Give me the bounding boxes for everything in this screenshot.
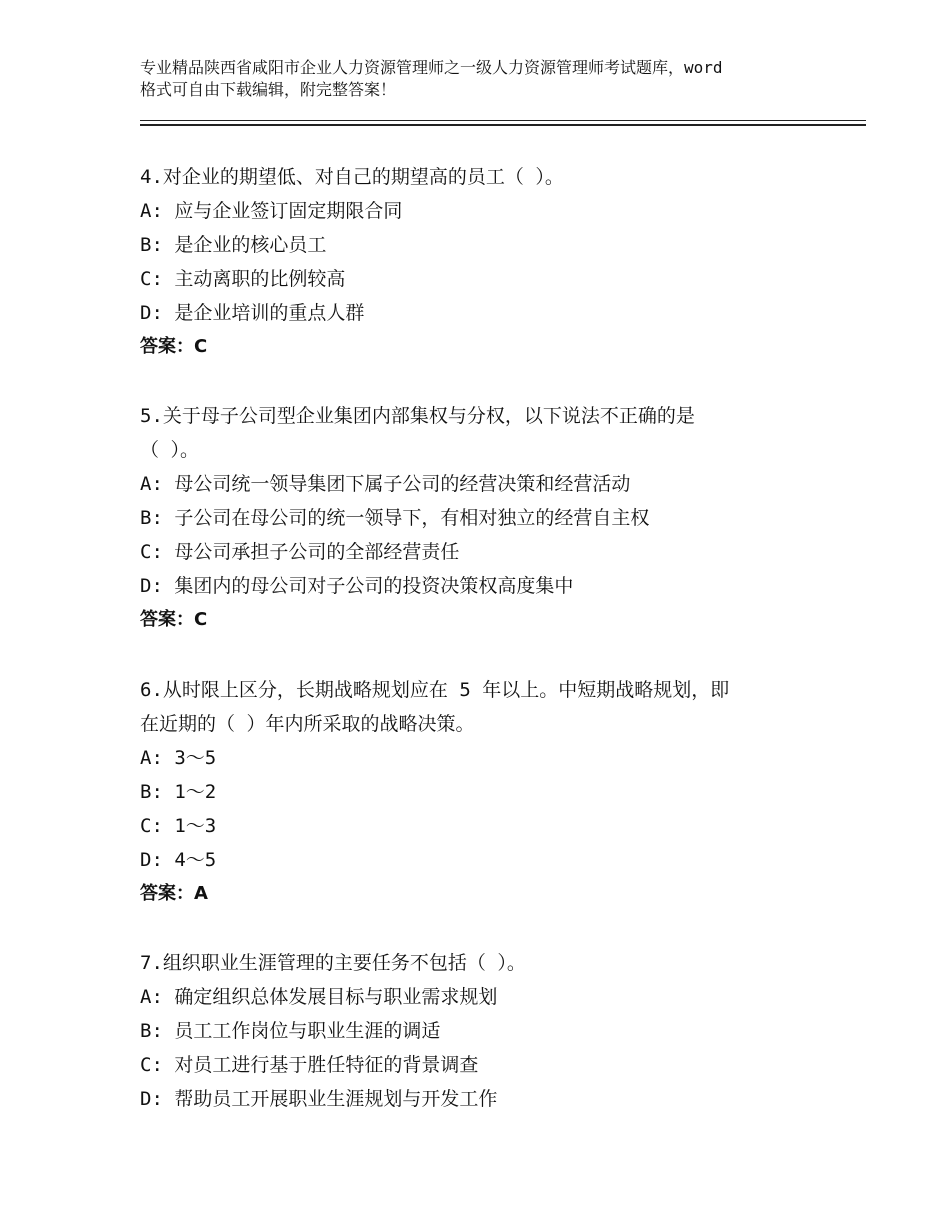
question-stem-line: 5.关于母子公司型企业集团内部集权与分权，以下说法不正确的是 [140,405,695,427]
option-c: C: 对员工进行基于胜任特征的背景调查 [140,1054,479,1076]
question-stem-line: 在近期的（ ）年内所采取的战略决策。 [140,713,475,735]
question-stem-line: （ ）。 [140,439,199,461]
answer-label: 答案：C [140,609,208,630]
question-stem [140,160,820,194]
option-d: D: 集团内的母公司对子公司的投资决策权高度集中 [140,575,574,597]
option-c: C: 主动离职的比例较高 [140,268,346,290]
option-b: B: 是企业的核心员工 [140,234,327,256]
question-7 [140,946,820,1116]
answer-label: 答案：C [140,336,208,357]
option-c: C: 母公司承担子公司的全部经营责任 [140,541,460,563]
option-d: D: 4～5 [140,849,217,871]
answer-label: 答案：A [140,883,208,904]
question-stem-line: 7.组织职业生涯管理的主要任务不包括（ ）。 [140,952,526,974]
header-divider-thick [140,124,866,126]
option-c: C: 1～3 [140,815,217,837]
option-d: D: 帮助员工开展职业生涯规划与开发工作 [140,1088,498,1110]
question-6 [140,673,820,911]
option-b: B: 1～2 [140,781,217,803]
option-a: A: 应与企业签订固定期限合同 [140,200,403,222]
question-stem [140,673,820,741]
question-5 [140,399,820,637]
document-header [140,57,840,101]
question-stem-line: 4.对企业的期望低、对自己的期望高的员工（ ）。 [140,166,564,188]
option-a: A: 确定组织总体发展目标与职业需求规划 [140,986,498,1008]
option-b: B: 子公司在母公司的统一领导下，有相对独立的经营自主权 [140,507,650,529]
option-d: D: 是企业培训的重点人群 [140,302,365,324]
header-line-2: 格式可自由下载编辑，附完整答案！ [140,80,397,99]
option-a: A: 母公司统一领导集团下属子公司的经营决策和经营活动 [140,473,631,495]
header-divider-thin [140,120,866,121]
header-line-1: 专业精品陕西省咸阳市企业人力资源管理师之一级人力资源管理师考试题库，word [140,58,723,77]
question-stem [140,946,820,980]
option-b: B: 员工工作岗位与职业生涯的调适 [140,1020,441,1042]
question-4 [140,160,820,364]
question-stem-line: 6.从时限上区分，长期战略规划应在 5 年以上。中短期战略规划，即 [140,679,730,701]
option-a: A: 3～5 [140,747,217,769]
question-stem [140,399,820,467]
